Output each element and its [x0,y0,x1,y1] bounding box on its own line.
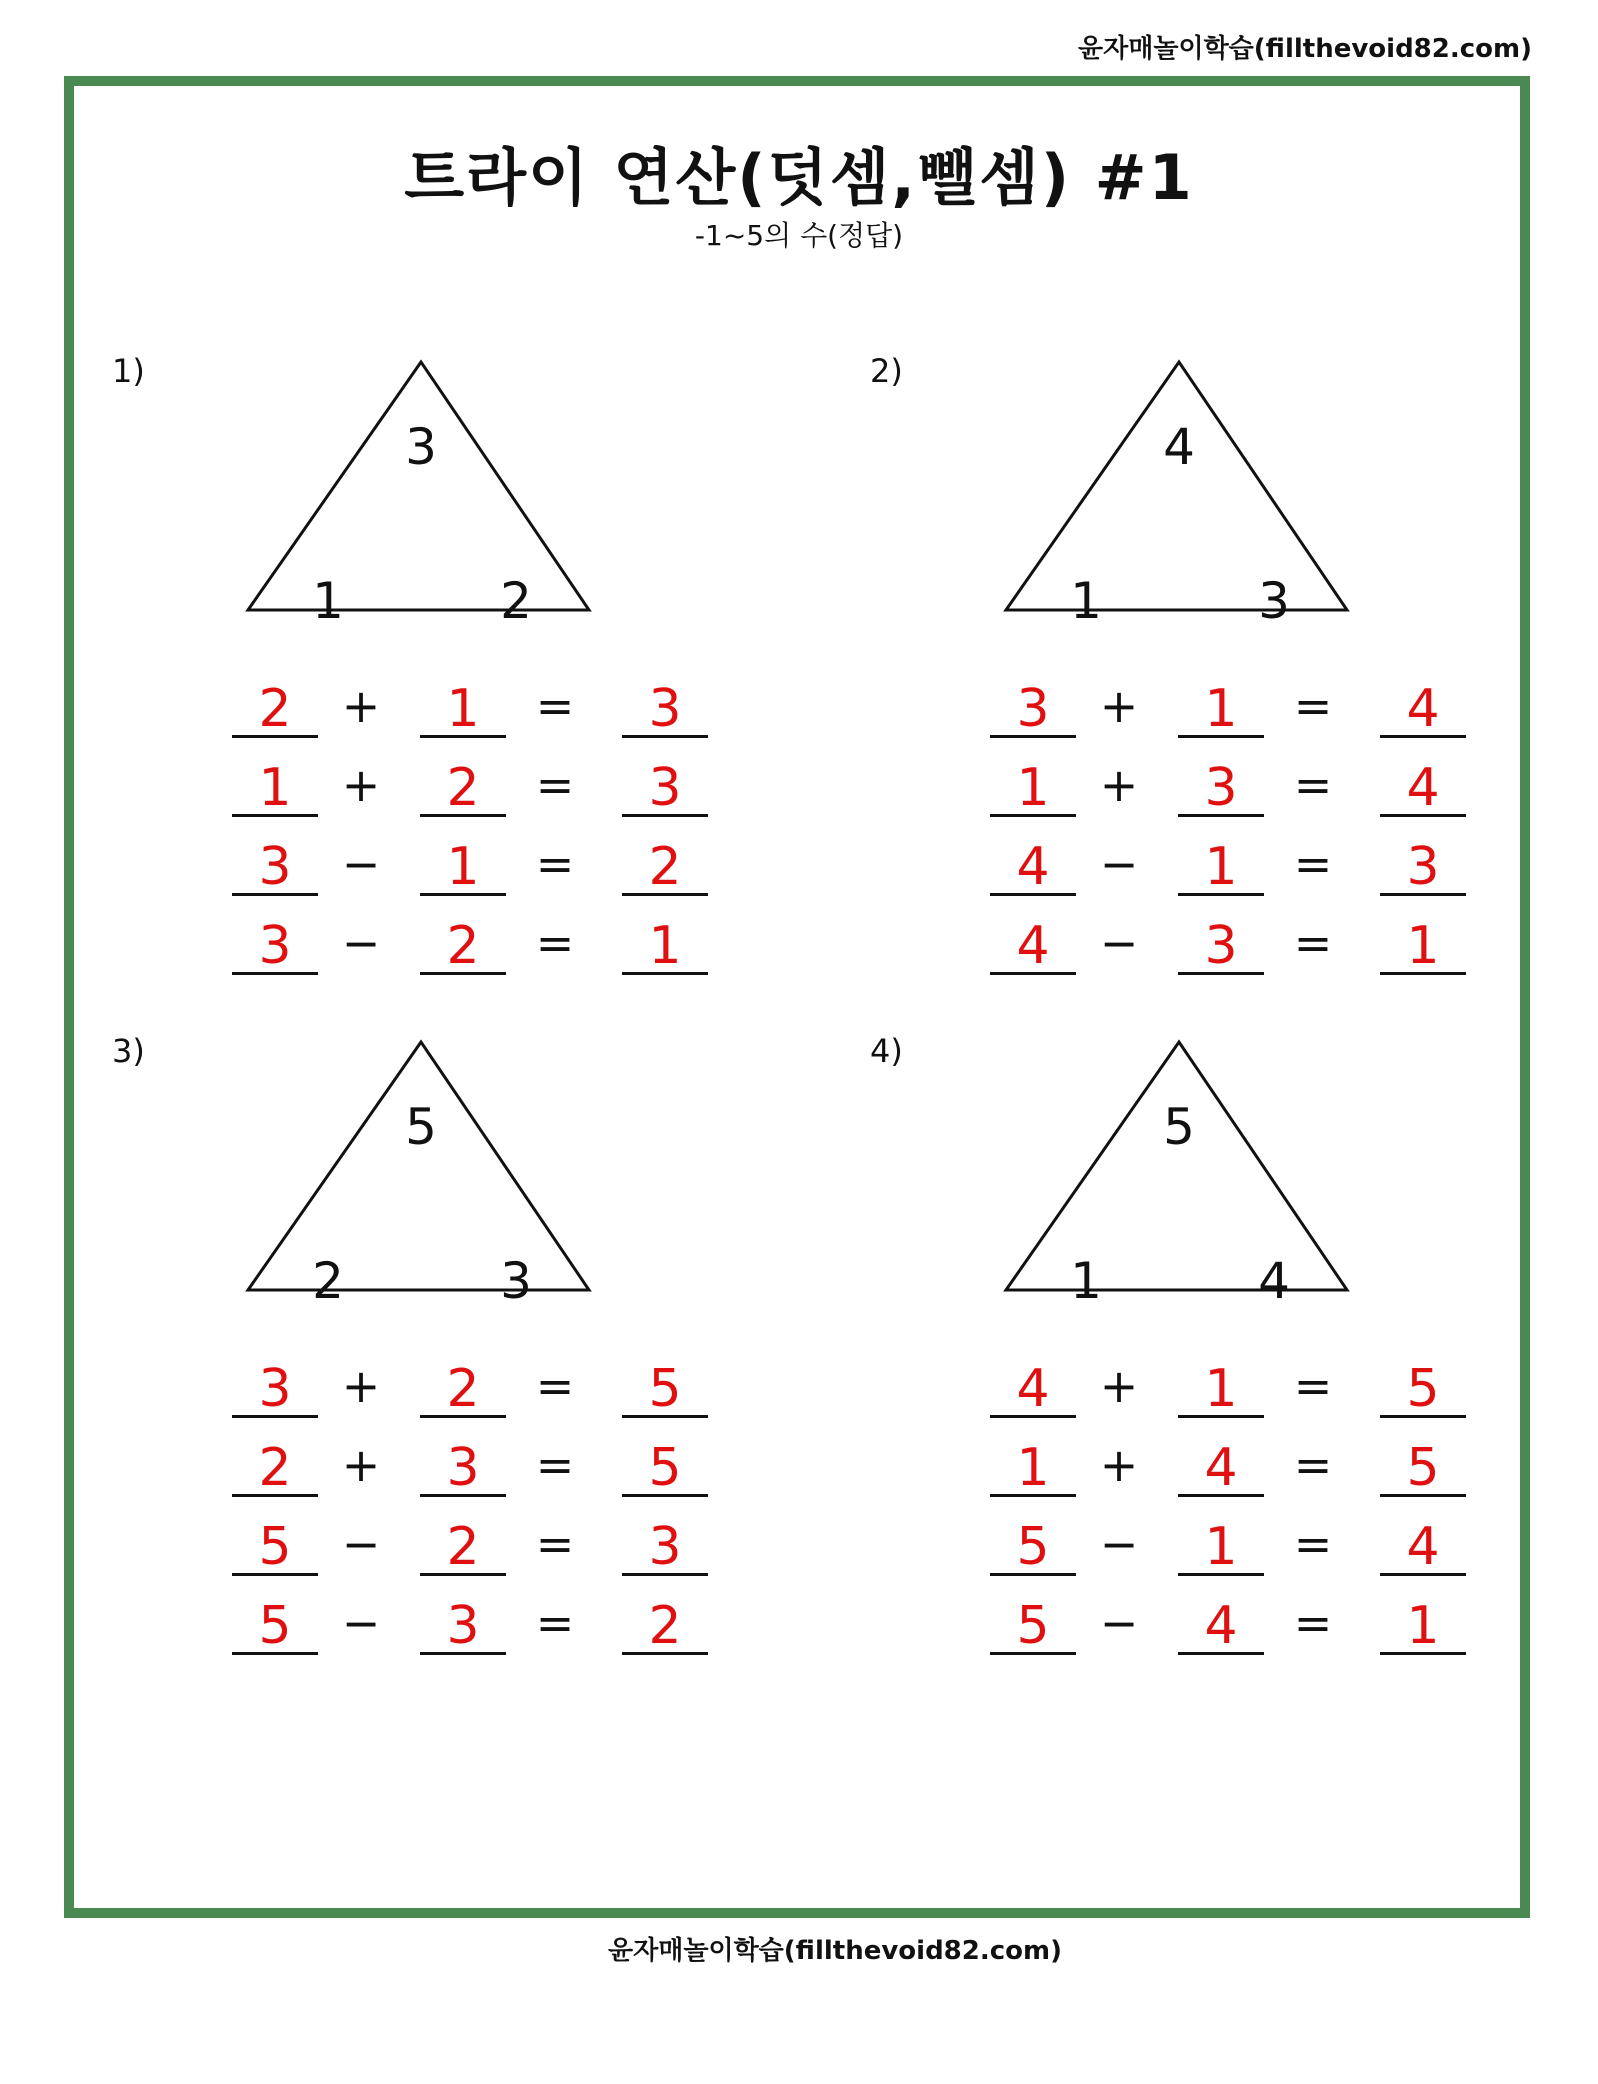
triangle-right-number: 3 [1258,572,1290,630]
equals-sign: = [535,679,575,733]
triangle-left-number: 1 [312,572,344,630]
equation-row [232,1585,712,1663]
answer-blank[interactable]: 1 [232,758,318,817]
answer-blank[interactable]: 3 [622,1517,708,1576]
answer-blank[interactable]: 5 [990,1517,1076,1576]
triangle-top-number: 5 [405,1098,437,1156]
operator: − [341,916,381,970]
answer-blank[interactable]: 3 [232,1359,318,1418]
worksheet-subtitle: -1~5의 수(정답) [694,219,904,252]
answer-blank[interactable]: 2 [622,1596,708,1655]
operator: + [341,1359,381,1413]
operator: + [1099,679,1139,733]
equation-row [232,1348,712,1426]
answer-blank[interactable]: 5 [1380,1359,1466,1418]
answer-blank[interactable]: 2 [420,1517,506,1576]
answer-blank[interactable]: 2 [420,758,506,817]
equals-sign: = [535,1517,575,1571]
operator: − [1099,837,1139,891]
equation-row [232,747,712,825]
triangle-left-number: 2 [312,1252,344,1310]
worksheet-title: 트라이 연산(덧셈,뺄셈) #1 [404,141,1194,214]
problem-3 [112,1032,832,1672]
answer-blank[interactable]: 2 [232,1438,318,1497]
operator: − [1099,916,1139,970]
answer-blank[interactable]: 3 [420,1438,506,1497]
equals-sign: = [1293,1596,1333,1650]
answer-blank[interactable]: 3 [232,916,318,975]
equation-row [990,826,1470,904]
footer-credit: 윤자매놀이학습(fillthevoid82.com) [607,1936,1062,1966]
problem-4 [870,1032,1590,1672]
problem-1 [112,352,832,992]
answer-blank[interactable]: 3 [1178,916,1264,975]
answer-blank[interactable]: 5 [990,1596,1076,1655]
answer-blank[interactable]: 4 [990,1359,1076,1418]
triangle-top-number: 5 [1163,1098,1195,1156]
answer-blank[interactable]: 1 [1380,916,1466,975]
answer-blank[interactable]: 3 [232,837,318,896]
triangle-left-number: 1 [1070,572,1102,630]
problem-number: 2) [870,352,903,390]
equation-row [990,747,1470,825]
answer-blank[interactable]: 1 [1178,837,1264,896]
equation-row [990,1585,1470,1663]
answer-blank[interactable]: 1 [1178,1359,1264,1418]
answer-blank[interactable]: 5 [622,1438,708,1497]
answer-blank[interactable]: 2 [232,679,318,738]
triangle-right-number: 2 [500,572,532,630]
equals-sign: = [1293,1517,1333,1571]
answer-blank[interactable]: 1 [420,679,506,738]
answer-blank[interactable]: 5 [232,1596,318,1655]
answer-blank[interactable]: 4 [1178,1438,1264,1497]
operator: + [341,679,381,733]
equation-row [232,826,712,904]
operator: + [341,1438,381,1492]
answer-blank[interactable]: 1 [1178,679,1264,738]
answer-blank[interactable]: 5 [622,1359,708,1418]
answer-blank[interactable]: 3 [622,758,708,817]
answer-blank[interactable]: 3 [1380,837,1466,896]
equals-sign: = [535,1438,575,1492]
operator: − [341,837,381,891]
equals-sign: = [535,1596,575,1650]
equation-row [990,1506,1470,1584]
answer-blank[interactable]: 2 [622,837,708,896]
equals-sign: = [535,837,575,891]
operator: − [1099,1517,1139,1571]
problem-2 [870,352,1590,992]
equation-row [232,668,712,746]
operator: + [341,758,381,812]
equation-row [990,905,1470,983]
answer-blank[interactable]: 4 [1380,679,1466,738]
triangle-right-number: 3 [500,1252,532,1310]
problem-number: 3) [112,1032,145,1070]
answer-blank[interactable]: 1 [420,837,506,896]
answer-blank[interactable]: 1 [990,1438,1076,1497]
answer-blank[interactable]: 3 [1178,758,1264,817]
triangle-left-number: 1 [1070,1252,1102,1310]
answer-blank[interactable]: 3 [622,679,708,738]
answer-blank[interactable]: 5 [1380,1438,1466,1497]
equation-row [990,1427,1470,1505]
equals-sign: = [1293,837,1333,891]
answer-blank[interactable]: 1 [1380,1596,1466,1655]
equation-row [232,1427,712,1505]
answer-blank[interactable]: 4 [1178,1596,1264,1655]
problem-number: 1) [112,352,145,390]
answer-blank[interactable]: 1 [622,916,708,975]
operator: − [341,1596,381,1650]
equation-row [232,905,712,983]
equals-sign: = [1293,758,1333,812]
triangle-top-number: 4 [1163,418,1195,476]
answer-blank[interactable]: 2 [420,916,506,975]
operator: + [1099,1359,1139,1413]
answer-blank[interactable]: 1 [990,758,1076,817]
operator: + [1099,1438,1139,1492]
answer-blank[interactable]: 4 [990,916,1076,975]
equals-sign: = [1293,916,1333,970]
triangle-top-number: 3 [405,418,437,476]
answer-blank[interactable]: 3 [420,1596,506,1655]
equation-row [232,1506,712,1584]
operator: − [1099,1596,1139,1650]
operator: + [1099,758,1139,812]
answer-blank[interactable]: 4 [1380,1517,1466,1576]
equals-sign: = [1293,679,1333,733]
equals-sign: = [1293,1359,1333,1413]
answer-blank[interactable]: 2 [420,1359,506,1418]
equals-sign: = [535,758,575,812]
answer-blank[interactable]: 5 [232,1517,318,1576]
operator: − [341,1517,381,1571]
problem-number: 4) [870,1032,903,1070]
answer-blank[interactable]: 4 [990,837,1076,896]
triangle-right-number: 4 [1258,1252,1290,1310]
equation-row [990,1348,1470,1426]
answer-blank[interactable]: 3 [990,679,1076,738]
equals-sign: = [1293,1438,1333,1492]
equation-row [990,668,1470,746]
equals-sign: = [535,916,575,970]
header-credit: 윤자매놀이학습(fillthevoid82.com) [1077,34,1532,64]
answer-blank[interactable]: 1 [1178,1517,1264,1576]
equals-sign: = [535,1359,575,1413]
answer-blank[interactable]: 4 [1380,758,1466,817]
